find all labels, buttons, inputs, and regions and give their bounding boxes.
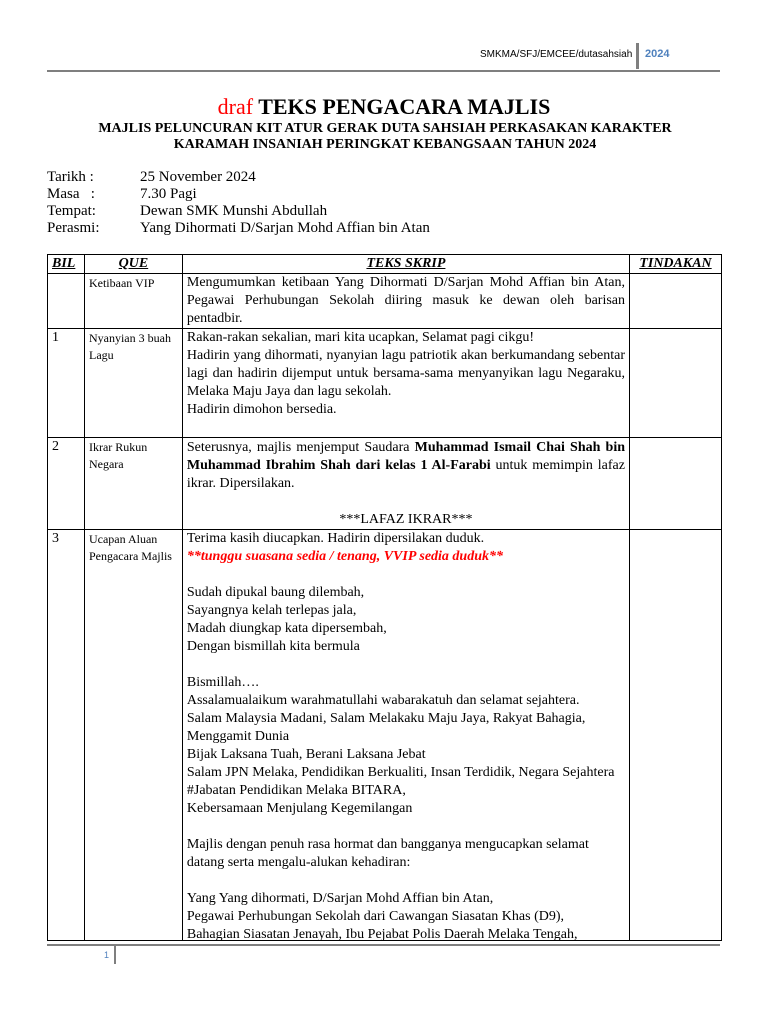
salam-line: Assalamualaikum warahmatullahi wabarakatuh dan selamat sejahtera. [186,693,580,708]
info-row-tempat [47,203,430,220]
page-title [0,94,768,120]
info-value: 25 November 2024 [140,169,256,185]
subtitle-line: MAJLIS PELUNCURAN KIT ATUR GERAK DUTA SAHSIAH PERKASAKAN KARAKTER [98,121,672,136]
info-value: Dewan SMK Munshi Abdullah [140,203,328,219]
table-row [48,438,722,530]
salam-line: Kebersamaan Menjulang Kegemilangan [186,801,413,816]
salam-line: Salam JPN Melaka, Pendidikan Berkualiti, Insan Terdidik, Negara Sejahtera #Jabatan Pendidikan Melaka BITARA, [186,765,615,798]
skrip-text: untuk memimpin lafaz ikrar. Dipersilakan. [186,458,625,491]
row-tindakan [630,438,722,530]
info-row-tarikh [47,169,430,186]
table-row [48,329,722,438]
header-rule [47,70,720,72]
header-year: 2024 [645,48,670,60]
skrip-text: Seterusnya, majlis menjemput Saudara [186,440,415,455]
skrip-line: Rakan-rakan sekalian, mari kita ucapkan, Selamat pagi cikgu! [186,330,535,345]
skrip-line: Majlis dengan penuh rasa hormat dan bangganya mengucapkan selamat datang serta mengalu-alukan kehadiran: [186,837,589,870]
row-tindakan [630,530,722,941]
salam-line: Salam Malaysia Madani, Salam Melakaku Maju Jaya, Rakyat Bahagia, Menggamit Dunia [186,711,586,744]
info-label: Masa : [47,186,95,202]
event-info [47,169,430,237]
table-row [48,274,722,329]
draft-label: draf [217,94,254,119]
document-code: SMKMA/SFJ/EMCEE/dutasahsiah [480,49,633,60]
row-tindakan [630,329,722,438]
pantun-line: Dengan bismillah kita bermula [186,639,360,654]
table-header-row [48,255,722,274]
header-skrip: TEKS SKRIP [182,255,629,274]
row-bil [48,274,85,329]
guest-line: Bahagian Siasatan Jenayah, Ibu Pejabat Polis Daerah Melaka Tengah, [186,927,578,940]
header-tindakan: TINDAKAN [630,255,722,274]
guest-line: Yang Yang dihormati, D/Sarjan Mohd Affian bin Atan, [186,891,494,906]
info-value: Yang Dihormati D/Sarjan Mohd Affian bin Atan [140,220,430,236]
pantun-line: Sayangnya kelah terlepas jala, [186,603,357,618]
guest-line: Pegawai Perhubungan Sekolah dari Cawangan Siasatan Khas (D9), [186,909,564,924]
info-label: Perasmi: [47,220,100,236]
row-tindakan [630,274,722,329]
student-name: Muhammad Ismail Chai Shah bin Muhammad Ibrahim Shah dari kelas 1 Al-Farabi [186,440,625,473]
skrip-line: Hadirin yang dihormati, nyanyian lagu patriotik akan berkumandang sebentar lagi dan hadirin dijemput untuk bersama-sama menyanyikan lagu Negaraku, Melaka Maju Jaya dan lagu sekolah. [186,348,625,399]
footer-rule [47,944,720,946]
header-que: QUE [84,255,182,274]
lafaz-ikrar: ***LAFAZ IKRAR*** [339,512,473,527]
pantun-line: Madah diungkap kata dipersembah, [186,621,387,636]
row-skrip [182,438,629,530]
info-row-perasmi [47,220,430,237]
stage-note: **tunggu suasana sedia / tenang, VVIP sedia duduk** [186,549,503,564]
row-bil: 2 [48,438,85,530]
page-number: 1 [104,950,110,960]
subtitle-line: KARAMAH INSANIAH PERINGKAT KEBANGSAAN TAHUN 2024 [173,137,597,152]
salam-line: Bijak Laksana Tuah, Berani Laksana Jebat [186,747,426,762]
info-value: 7.30 Pagi [140,186,197,202]
info-label: Tempat: [47,203,96,219]
header-divider [636,43,639,69]
script-table [47,254,722,941]
footer-divider [114,946,116,964]
row-skrip: Mengumumkan ketibaan Yang Dihormati D/Sarjan Mohd Affian bin Atan, Pegawai Perhubungan Sekolah diiring masuk ke dewan oleh barisan pentadbir. [182,274,629,329]
row-que: Ikrar Rukun Negara [84,438,182,530]
row-que: Ucapan Aluan Pengacara Majlis [84,530,182,941]
page-subtitle [40,121,730,153]
row-bil: 3 [48,530,85,941]
row-que: Ketibaan VIP [84,274,182,329]
row-skrip [182,329,629,438]
title-main: TEKS PENGACARA MAJLIS [258,94,551,119]
info-label: Tarikh : [47,169,94,185]
header-bil: BIL [48,255,85,274]
info-row-masa [47,186,430,203]
pantun-line: Sudah dipukal baung dilembah, [186,585,365,600]
table-row [48,530,722,941]
row-que: Nyanyian 3 buah Lagu [84,329,182,438]
skrip-line: Terima kasih diucapkan. Hadirin dipersilakan duduk. [186,531,485,546]
row-skrip [182,530,629,941]
skrip-line: Hadirin dimohon bersedia. [186,402,337,417]
salam-line: Bismillah…. [186,675,259,690]
row-bil: 1 [48,329,85,438]
